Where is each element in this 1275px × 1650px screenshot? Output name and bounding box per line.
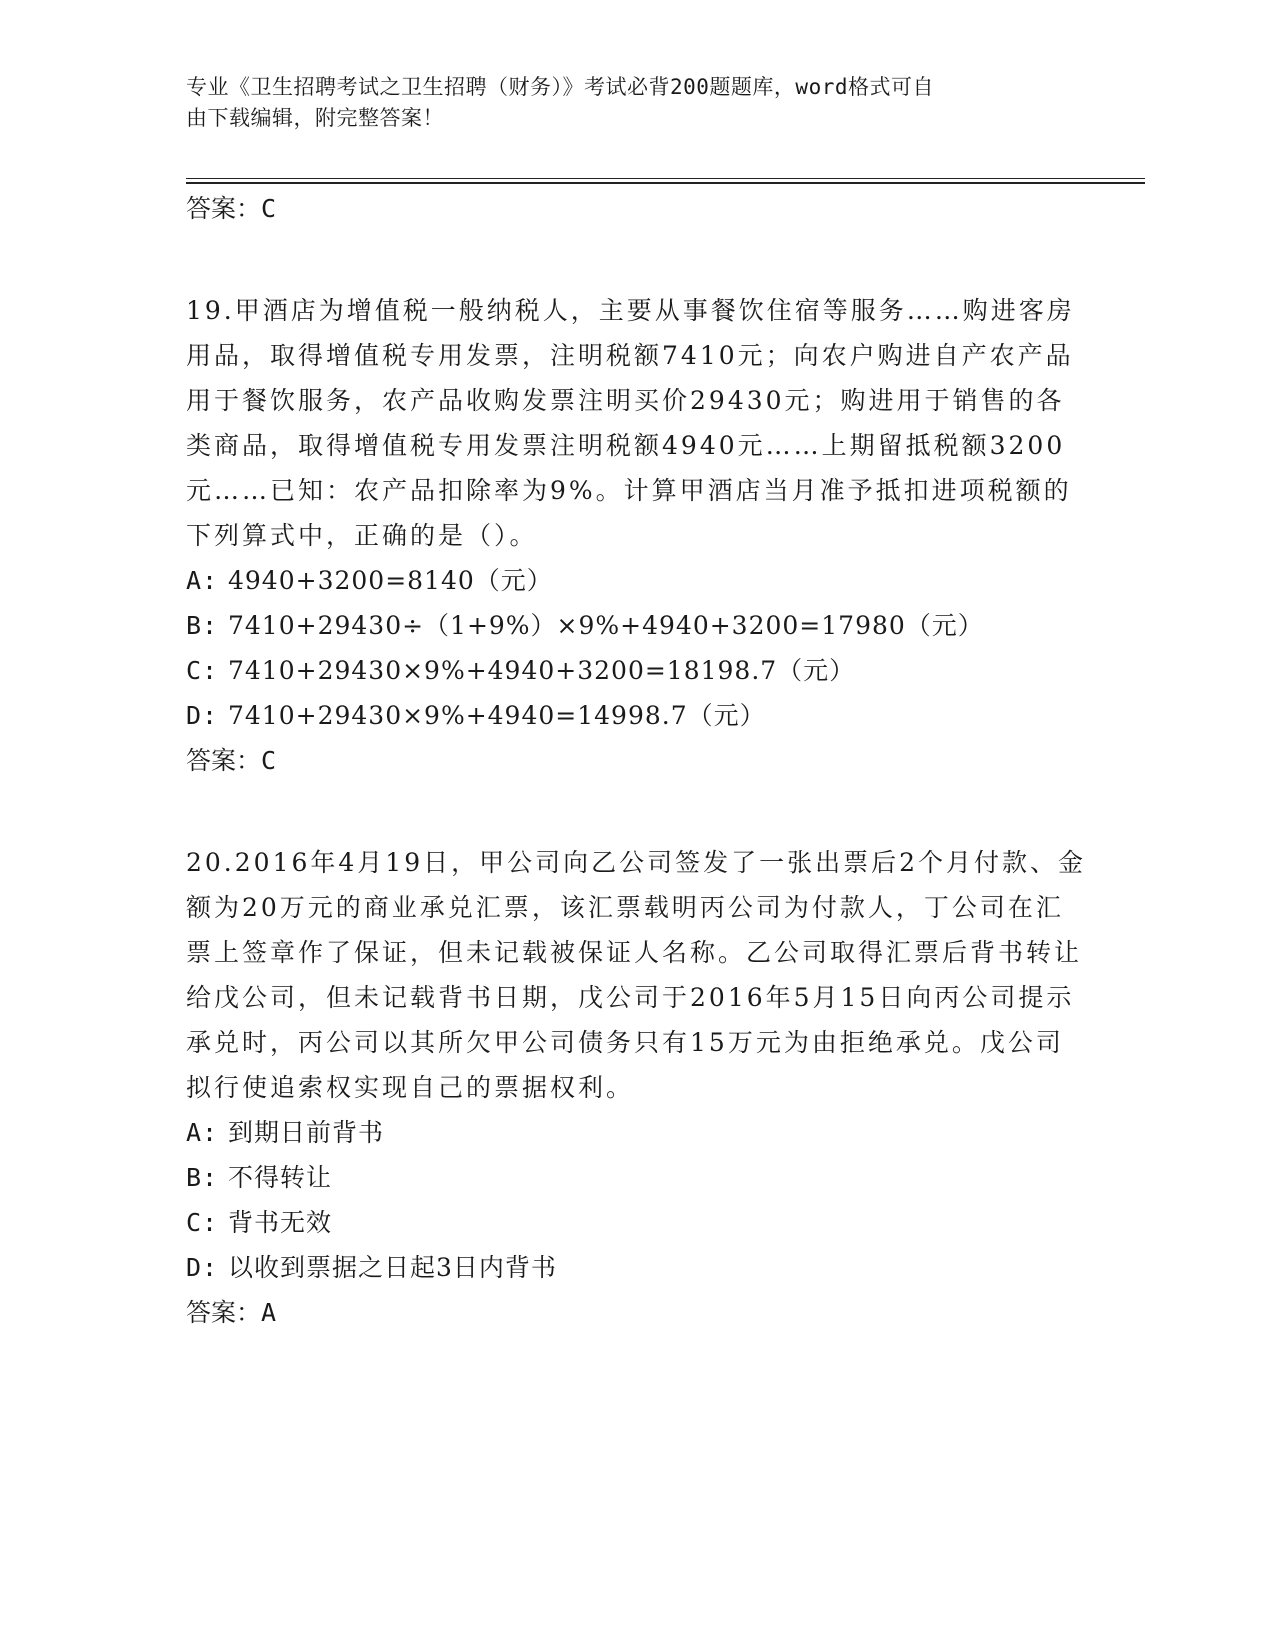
option-text: 4940+3200=8140（元） bbox=[228, 566, 553, 595]
question-20-option-a bbox=[186, 1110, 1086, 1155]
option-text: 7410+29430×9%+4940=14998.7（元） bbox=[228, 701, 766, 730]
header-divider-thin bbox=[186, 178, 1145, 179]
question-19-text: 19.甲酒店为增值税一般纳税人，主要从事餐饮住宿等服务……购进客房用品，取得增值税专用发票，注明税额7410元；向农户购进自产农产品用于餐饮服务，农产品收购发票注明买价29430元；购进用于销售的各类商品，取得增值税专用发票注明税额4940元……上期留抵税额3200元……已知：农产品扣除率为9%。计算甲酒店当月准予抵扣进项税额的下列算式中，正确的是（）。 bbox=[186, 296, 1075, 550]
question-20 bbox=[186, 840, 1086, 1336]
question-20-answer: 答案：A bbox=[186, 1298, 277, 1327]
question-19 bbox=[186, 288, 1086, 784]
option-letter: C: bbox=[186, 656, 219, 685]
question-20-option-b bbox=[186, 1155, 1086, 1200]
spacer bbox=[186, 784, 1086, 840]
question-19-option-d bbox=[186, 693, 1086, 738]
header-divider-thick bbox=[186, 182, 1145, 184]
document-body bbox=[186, 186, 1086, 1336]
question-19-option-a bbox=[186, 558, 1086, 603]
option-letter: A: bbox=[186, 566, 219, 595]
option-letter: D: bbox=[186, 1253, 219, 1282]
question-20-option-d bbox=[186, 1245, 1086, 1290]
option-letter: C: bbox=[186, 1208, 219, 1237]
option-text: 到期日前背书 bbox=[228, 1118, 385, 1147]
question-20-text: 20.2016年4月19日，甲公司向乙公司签发了一张出票后2个月付款、金额为20万元的商业承兑汇票，该汇票载明丙公司为付款人，丁公司在汇票上签章作了保证，但未记载被保证人名称。乙公司取得汇票后背书转让给戊公司，但未记载背书日期，戊公司于2016年5月15日向丙公司提示承兑时，丙公司以其所欠甲公司债务只有15万元为由拒绝承兑。戊公司拟行使追索权实现自己的票据权利。 bbox=[186, 848, 1087, 1102]
option-letter: B: bbox=[186, 1163, 219, 1192]
option-text: 7410+29430×9%+4940+3200=18198.7（元） bbox=[228, 656, 856, 685]
question-19-option-c bbox=[186, 648, 1086, 693]
question-19-option-b bbox=[186, 603, 1086, 648]
header-line-2: 由下载编辑，附完整答案！ bbox=[186, 106, 444, 130]
option-text: 背书无效 bbox=[228, 1208, 333, 1237]
page-header bbox=[186, 72, 1066, 134]
option-letter: B: bbox=[186, 611, 219, 640]
question-20-option-c bbox=[186, 1200, 1086, 1245]
option-letter: D: bbox=[186, 701, 219, 730]
header-line-1: 专业《卫生招聘考试之卫生招聘（财务）》考试必背200题题库，word格式可自 bbox=[186, 75, 934, 99]
option-text: 以收到票据之日起3日内背书 bbox=[228, 1253, 557, 1282]
option-text: 不得转让 bbox=[228, 1163, 333, 1192]
spacer bbox=[186, 232, 1086, 288]
option-letter: A: bbox=[186, 1118, 219, 1147]
question-19-answer: 答案：C bbox=[186, 746, 277, 775]
previous-question-answer: 答案：C bbox=[186, 194, 277, 223]
option-text: 7410+29430÷（1+9%）×9%+4940+3200=17980（元） bbox=[228, 611, 984, 640]
